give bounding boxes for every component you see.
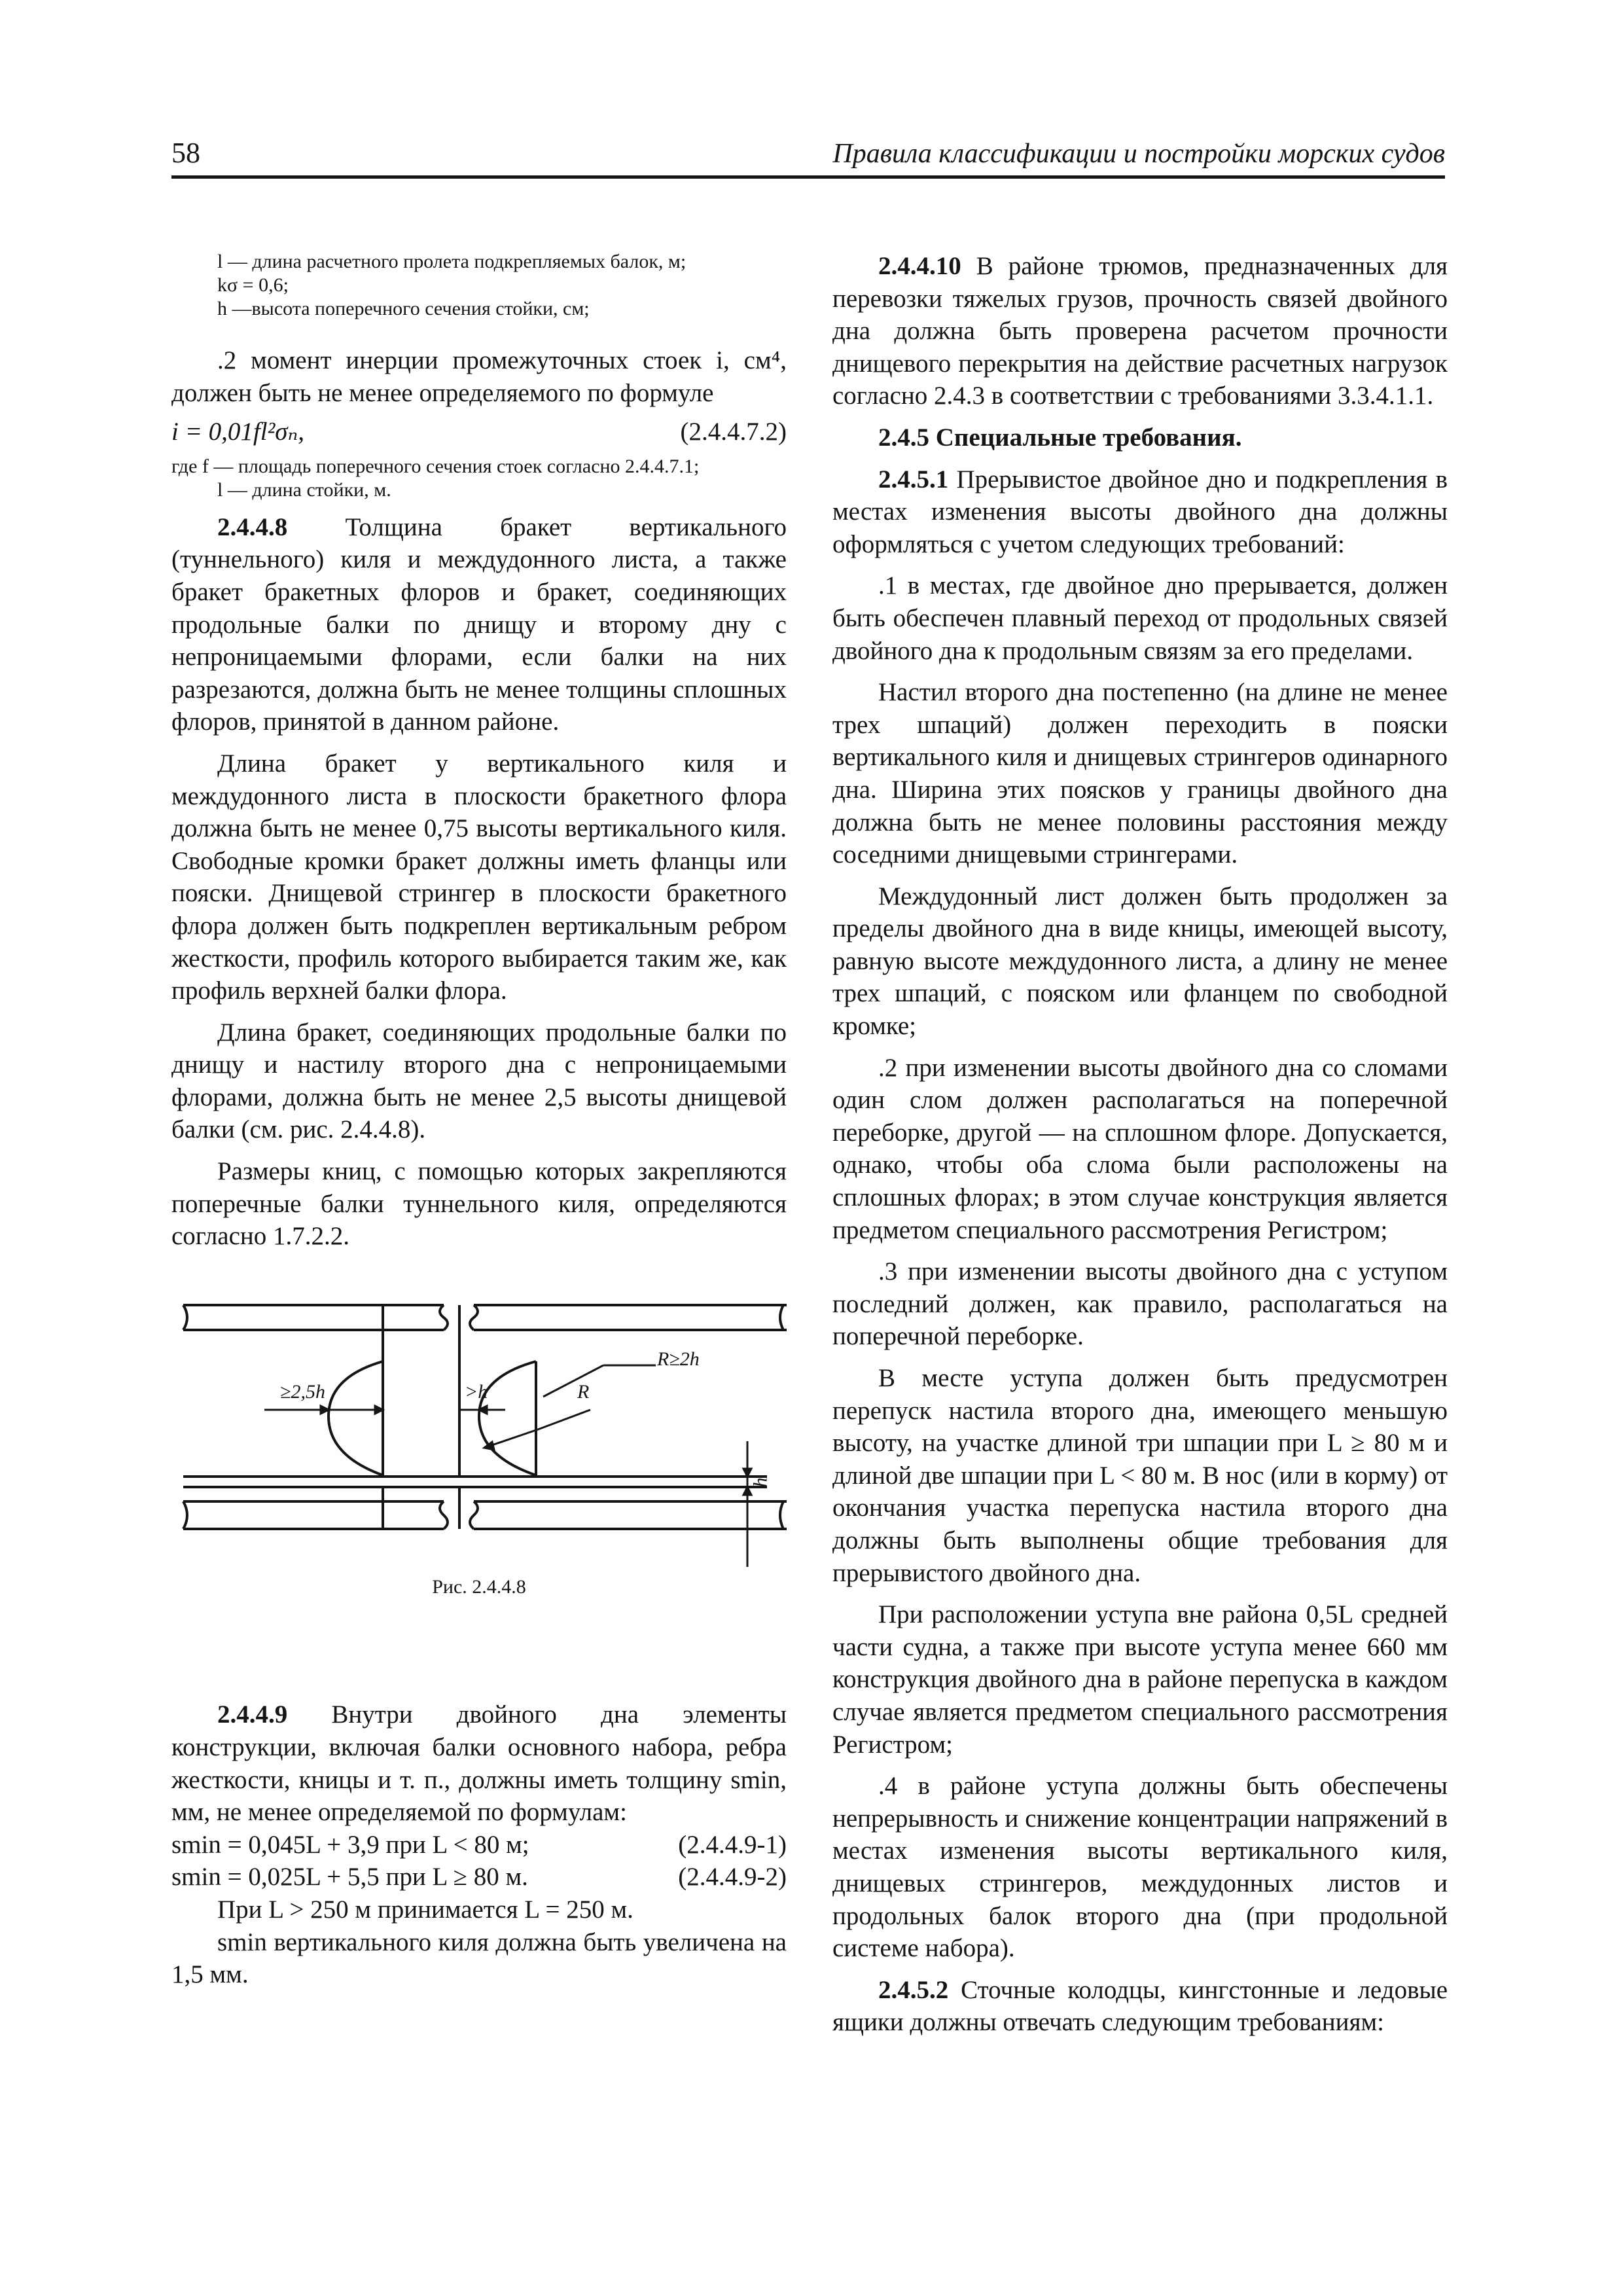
clause-number: 2.4.4.8 (217, 512, 288, 541)
label-gt-h: >h (465, 1380, 488, 1403)
paragraph: Длина бракет, соединяющих продольные балки по днищу и настилу второго дна с непроницаемыми флорами, должна быть не менее 2,5 высоты днищевой балки (см. рис. 2.4.4.8). (171, 1018, 787, 1144)
paragraph: Длина бракет у вертикального киля и междудонного листа в плоскости бракетного флора должна быть не менее 0,75 высоты вертикального киля. Свободные кромки бракет должны иметь фланцы или пояски. Днищевой стрингер в плоскости бракетного флора должен быть подкреплен вертикальным ребром жесткости, профиль которого выбирается таким же, как профиль верхней балки флора. (171, 749, 787, 1005)
paragraph-2-4-4-10 (832, 250, 1448, 412)
clause-text: Внутри двойного дна элементы конструкции, включая балки основного набора, ребра жесткости, кницы и т. п., должны иметь толщину smin, мм, не менее определяемой по формулам: (171, 1700, 787, 1827)
formula-number: (2.4.4.7.2) (680, 418, 787, 446)
paragraph-2-4-4-9 (171, 1698, 787, 1828)
formula-text: smin = 0,025L + 5,5 при L ≥ 80 м. (171, 1863, 528, 1892)
formula-number: (2.4.4.9-2) (678, 1863, 787, 1892)
formula-2-4-4-9-1 (171, 1829, 787, 1861)
page-number: 58 (171, 137, 200, 169)
formula-2-4-4-9-2 (171, 1861, 787, 1893)
paragraph-2-4-5-1 (832, 463, 1448, 561)
formula-text: smin = 0,045L + 3,9 при L < 80 м; (171, 1830, 529, 1859)
clause-text: Сточные колодцы, кингстонные и ледовые ящики должны отвечать следующим требованиям: (832, 1975, 1448, 2037)
paragraph: Настил второго дна постепенно (на длине не менее трех шпаций) должен переходить в пояски вертикального киля и днищевых стрингеров одинарного дна. Ширина этих поясков у границы двойного дна должна быть не менее половины расстояния между соседними днищевыми стрингерами. (832, 678, 1448, 869)
formula-number: (2.4.4.9-1) (678, 1830, 787, 1859)
clause-text: В районе трюмов, предназначенных для перевозки тяжелых грузов, прочность связей двойного дна должна быть проверена расчетом прочности днищевого перекрытия на действие расчетных нагрузок согласно 2.4.3 в соответствии с требованиями 3.3.4.1.1. (832, 252, 1448, 410)
label-radius: R (577, 1380, 590, 1403)
paragraph-item-3: .3 при изменении высоты двойного дна с уступом последний должен, как правило, располагаться на поперечной переборке. (832, 1257, 1448, 1351)
left-column (171, 250, 787, 1991)
figure-caption: Рис. 2.4.4.8 (432, 1575, 526, 1598)
clause-text: Толщина бракет вертикального (туннельного) киля и междудонного листа, а также бракет бракетных флоров и бракет, соединяющих продольные балки по днищу и второму дну с непроницаемыми флорами, если балки на них разрезаются, должна быть не менее толщины сплошных флоров, принятой в данном районе. (171, 512, 787, 736)
label-h: h (749, 1477, 772, 1488)
clause-number: 2.4.4.9 (217, 1700, 288, 1729)
running-title: Правила классификации и постройки морских судов (832, 139, 1445, 169)
paragraph: Междудонный лист должен быть продолжен за пределы двойного дна в виде кницы, имеющей высоту, равную высоте междудонного листа, а длину не менее трех шпаций, с пояском или фланцем по свободной кромке; (832, 882, 1448, 1041)
definition: где f — площадь поперечного сечения стоек согласно 2.4.4.7.1; (171, 455, 700, 477)
paragraph: Размеры книц, с помощью которых закрепляются поперечные балки туннельного киля, определяются согласно 1.7.2.2. (171, 1157, 787, 1251)
clause-number: 2.4.4.10 (878, 252, 961, 280)
section-title (832, 422, 1448, 454)
definition: l — длина расчетного пролета подкрепляемых балок, м; (217, 251, 687, 272)
clause-number: 2.4.5.1 (878, 465, 949, 493)
definition: kσ = 0,6; (217, 274, 289, 296)
paragraph-2-4-5-2 (832, 1974, 1448, 2039)
paragraph: При L > 250 м принимается L = 250 м. (217, 1895, 633, 1924)
label-radius-min: R≥2h (657, 1348, 700, 1370)
definition: l — длина стойки, м. (217, 478, 391, 501)
paragraph-item-2: .2 при изменении высоты двойного дна со сломами один слом должен располагаться на поперечной переборке, другой — на сплошном флоре. Допускается, однако, чтобы оба слома были расположены на сплошных флорах; в этом случае конструкция является предметом специального рассмотрения Регистром; (832, 1053, 1448, 1244)
label-min-length: ≥2,5h (280, 1380, 325, 1403)
formula-text: i = 0,01fl²σₙ, (171, 418, 305, 446)
paragraph: В месте уступа должен быть предусмотрен перепуск настила второго дна, имеющего меньшую высоту, на участке длиной три шпации при L ≥ 80 м и длиной две шпации при L < 80 м. В нос (или в корму) от окончания участка перепуска настила второго дна должны быть выполнены общие требования для прерывистого двойного дна. (832, 1364, 1448, 1587)
section-title-text: 2.4.5 Специальные требования. (878, 423, 1242, 452)
header-rule (171, 175, 1445, 179)
figure-2-4-4-8 (171, 1299, 787, 1567)
bracket-diagram (171, 1299, 787, 1567)
paragraph-item-1: .1 в местах, где двойное дно прерывается, должен быть обеспечен плавный переход от продольных связей двойного дна к продольным связям за его пределами. (832, 571, 1448, 665)
paragraph-item-2: .2 момент инерции промежуточных стоек i, см⁴, должен быть не менее определяемого по формуле (171, 346, 787, 407)
formula-2-4-4-7-2 (171, 416, 787, 448)
right-column (832, 250, 1448, 2039)
paragraph: При расположении уступа вне района 0,5L средней части судна, а также при высоте уступа менее 660 мм конструкция двойного дна в районе перепуска в каждом случае является предметом специального рассмотрения Регистром; (832, 1600, 1448, 1759)
definition: h —высота поперечного сечения стойки, см; (217, 298, 590, 319)
paragraph-2-4-4-8 (171, 511, 787, 738)
paragraph-item-4: .4 в районе уступа должны быть обеспечены непрерывность и снижение концентрации напряжений в местах изменения высоты вертикального киля, днищевых стрингеров, междудонных листов и продольных балок второго дна (при продольной системе набора). (832, 1772, 1448, 1963)
clause-text: Прерывистое двойное дно и подкрепления в местах изменения высоты двойного дна должны оформляться с учетом следующих требований: (832, 465, 1448, 558)
clause-number: 2.4.5.2 (878, 1975, 949, 2004)
paragraph: smin вертикального киля должна быть увеличена на 1,5 мм. (171, 1928, 787, 1989)
